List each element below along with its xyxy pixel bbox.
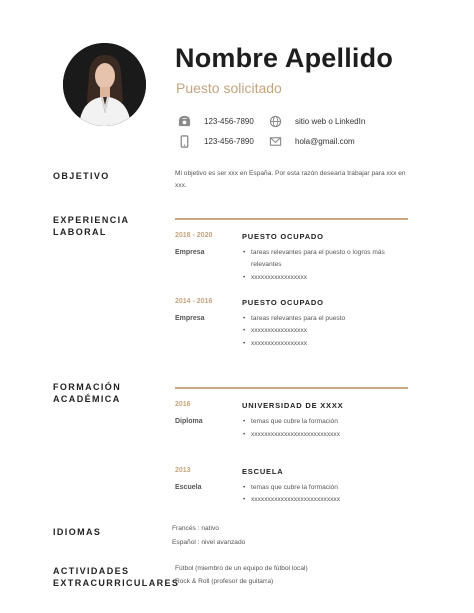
job-bullet: • tareas relevantes para el puesto xyxy=(243,313,413,325)
education-divider xyxy=(175,387,408,389)
education-degree: Diploma xyxy=(175,418,203,425)
phone-icon xyxy=(177,114,191,128)
contact-mobile xyxy=(177,134,254,148)
contact-email xyxy=(268,134,355,148)
job-bullet-text: xxxxxxxxxxxxxxxxx xyxy=(251,340,308,347)
job-company: Empresa xyxy=(175,315,205,322)
mobile-icon xyxy=(177,134,191,148)
experience-heading xyxy=(53,214,129,238)
education-degree: Escuela xyxy=(175,484,202,491)
activities-heading-line1: ACTIVIDADES xyxy=(53,566,130,576)
phone-number: 123-456-7890 xyxy=(204,116,254,126)
education-bullet-text: temas que cubre la formación xyxy=(251,484,338,491)
education-bullet: • xxxxxxxxxxxxxxxxxxxxxxxxxxx xyxy=(243,494,413,506)
education-school: ESCUELA xyxy=(242,467,284,476)
website-link[interactable]: sitio web o LinkedIn xyxy=(295,116,366,126)
activities-heading-line2: EXTRACURRICULARES xyxy=(53,578,180,588)
language-item: Español : nivel avanzado xyxy=(172,539,246,546)
job-bullet: • xxxxxxxxxxxxxxxxx xyxy=(243,272,413,284)
education-bullet: • temas que cubre la formación xyxy=(243,482,413,494)
education-heading xyxy=(53,381,121,405)
education-year: 2013 xyxy=(175,467,191,474)
education-bullet-text: temas que cubre la formación xyxy=(251,418,338,425)
job-bullet: • tareas relevantes para el puesto o logros más relevantes xyxy=(243,247,413,271)
experience-heading-line2: LABORAL xyxy=(53,227,107,237)
job-bullet-text: xxxxxxxxxxxxxxxxx xyxy=(251,327,308,334)
job-bullet-text: xxxxxxxxxxxxxxxxx xyxy=(251,274,308,281)
objective-heading: OBJETIVO xyxy=(53,171,110,181)
activity-item: Rock & Roll (profesor de guitarra) xyxy=(175,578,274,585)
education-heading-line1: FORMACIÓN xyxy=(53,382,122,392)
education-school: UNIVERSIDAD DE XXXX xyxy=(242,401,344,410)
activities-heading xyxy=(53,565,179,589)
portrait-illustration xyxy=(63,43,146,126)
education-bullet-text: xxxxxxxxxxxxxxxxxxxxxxxxxxx xyxy=(251,431,341,438)
job-position: PUESTO OCUPADO xyxy=(242,298,324,307)
job-title: Puesto solicitado xyxy=(176,80,282,96)
email-icon xyxy=(268,134,282,148)
experience-divider xyxy=(175,218,408,220)
languages-heading: IDIOMAS xyxy=(53,527,102,537)
education-bullet: • xxxxxxxxxxxxxxxxxxxxxxxxxxx xyxy=(243,429,413,441)
contact-web xyxy=(268,114,365,128)
job-bullet-text: tareas relevantes para el puesto o logros más relevantes xyxy=(251,249,385,268)
education-bullet-text: xxxxxxxxxxxxxxxxxxxxxxxxxxx xyxy=(251,496,341,503)
job-bullet-text: tareas relevantes para el puesto xyxy=(251,315,346,322)
profile-photo xyxy=(63,43,146,126)
globe-icon xyxy=(268,114,282,128)
objective-text: Mi objetivo es ser xxx en España. Por esta razón desearía trabajar para xxx en xxx. xyxy=(175,170,406,189)
mobile-number: 123-456-7890 xyxy=(204,136,254,146)
job-position: PUESTO OCUPADO xyxy=(242,232,324,241)
activity-item: Fútbol (miembro de un equipo de fútbol local) xyxy=(175,565,308,572)
candidate-name: Nombre Apellido xyxy=(175,43,394,73)
education-bullet: • temas que cubre la formación xyxy=(243,416,413,428)
job-bullet: • xxxxxxxxxxxxxxxxx xyxy=(243,325,413,337)
job-years: 2014 - 2016 xyxy=(175,298,213,305)
education-heading-line2: ACADÉMICA xyxy=(53,394,121,404)
email-address[interactable]: hola@gmail.com xyxy=(295,136,355,146)
job-years: 2018 - 2020 xyxy=(175,232,213,239)
language-item: Francés : nativo xyxy=(172,525,219,532)
contact-phone xyxy=(177,114,254,128)
education-year: 2016 xyxy=(175,401,191,408)
experience-heading-line1: EXPERIENCIA xyxy=(53,215,130,225)
job-company: Empresa xyxy=(175,249,205,256)
job-bullet: • xxxxxxxxxxxxxxxxx xyxy=(243,338,413,350)
